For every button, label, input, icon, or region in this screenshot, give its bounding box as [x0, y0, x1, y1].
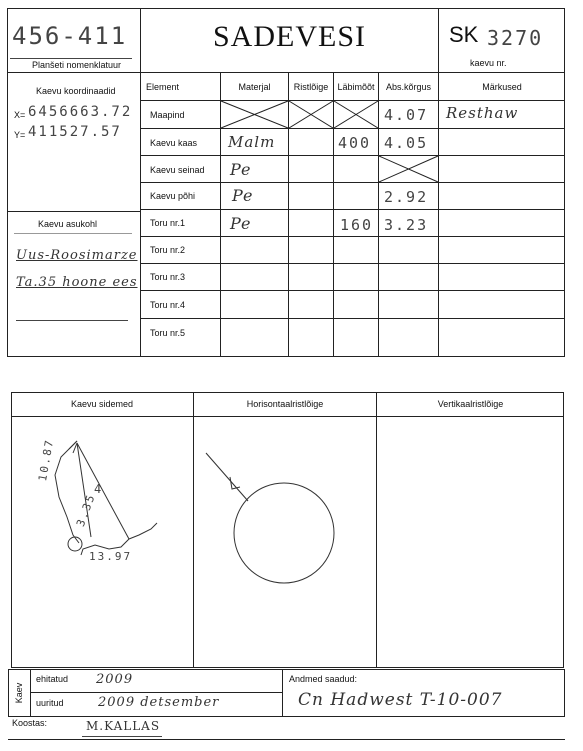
not-applicable-crosses [0, 0, 583, 360]
footer-bottom-line [8, 739, 565, 740]
col-header-materjal: Materjal [238, 82, 271, 92]
cell-kaas-materjal: Malm [228, 133, 276, 151]
row-label-kaevu-seinad: Kaevu seinad [150, 165, 205, 175]
row-label-toru-1: Toru nr.1 [150, 218, 186, 228]
row-label-maapind: Maapind [150, 110, 185, 120]
sketch-col-line-2 [376, 392, 377, 668]
y-coordinate-label: Y= [14, 130, 26, 140]
cell-maapind-markused: Resthaw [446, 104, 519, 122]
built-label: ehitatud [36, 674, 69, 684]
row-label-toru-4: Toru nr.4 [150, 300, 186, 310]
horizontal-section-drawing [194, 417, 376, 667]
footer-left-divider [30, 669, 31, 717]
location-label: Kaevu asukohl [38, 219, 98, 229]
cell-seinad-materjal: Pe [230, 160, 252, 179]
row-label-kaevu-kaas: Kaevu kaas [150, 138, 198, 148]
data-from-value: Cn Hadwest T-10-007 [298, 690, 503, 710]
x-coordinate-value: 6456663.72 [28, 104, 133, 120]
well-number-label: kaevu nr. [470, 58, 507, 68]
sketch-title-vertikaal: Vertikaalristlõige [437, 399, 504, 409]
compiled-value: M.KALLAS [86, 719, 161, 733]
col-header-abs: Abs.kõrgus [385, 82, 432, 92]
cell-toru1-labimoot: 160 [340, 216, 374, 234]
location-line-2: Ta.35 hoone ees [16, 275, 138, 290]
compiled-label: Koostas: [12, 718, 48, 728]
tie-dim-4: 13.97 [89, 550, 133, 563]
row-label-kaevu-pohi: Kaevu põhi [150, 191, 196, 201]
nomenclature-value: 456-411 [12, 22, 128, 50]
x-coordinate-label: X= [14, 110, 26, 120]
col-header-ristloige: Ristlõige [293, 82, 329, 92]
page-title: SADEVESI [212, 20, 366, 53]
cell-kaas-abs: 4.05 [384, 134, 429, 152]
sketch-title-sidemed: Kaevu sidemed [70, 399, 134, 409]
cell-pohi-abs: 2.92 [384, 188, 429, 206]
surveyed-value: 2009 detsember [98, 695, 220, 710]
well-prefix: SK [449, 22, 479, 47]
footer-mid-divider [282, 669, 283, 717]
footer-row-divider [30, 692, 282, 693]
sketch-title-horisontaal: Horisontaalristlõige [246, 399, 324, 409]
tie-dim-3: 3.35 [74, 491, 99, 529]
data-from-label: Andmed saadud: [289, 674, 358, 684]
footer-side-label: Kaev [14, 682, 24, 704]
surveyed-label: uuritud [36, 698, 64, 708]
location-line-1: Uus-Roosimarze [16, 248, 138, 263]
col-header-labimoot: Läbimõõt [337, 82, 375, 92]
col-header-markused: Märkused [482, 82, 522, 92]
cell-maapind-abs: 4.07 [384, 106, 429, 124]
row-label-toru-5: Toru nr.5 [150, 328, 186, 338]
built-value: 2009 [96, 672, 134, 687]
tie-dim-2: 4 [94, 482, 104, 496]
row-label-toru-3: Toru nr.3 [150, 272, 186, 282]
cell-toru1-abs: 3.23 [384, 216, 429, 234]
well-number: 3270 [487, 26, 544, 50]
cell-kaas-labimoot: 400 [338, 134, 372, 152]
col-header-element: Element [146, 82, 180, 92]
compiled-underline [82, 736, 162, 737]
well-tie-sketch [11, 417, 193, 667]
cell-pohi-materjal: Pe [232, 186, 254, 205]
y-coordinate-value: 411527.57 [28, 124, 122, 140]
nomenclature-label: Planšeti nomenklatuur [32, 60, 122, 70]
tie-dim-1: 10.87 [36, 437, 57, 483]
cell-toru1-materjal: Pe [230, 214, 252, 233]
coordinates-label: Kaevu koordinaadid [36, 86, 116, 96]
row-label-toru-2: Toru nr.2 [150, 245, 186, 255]
